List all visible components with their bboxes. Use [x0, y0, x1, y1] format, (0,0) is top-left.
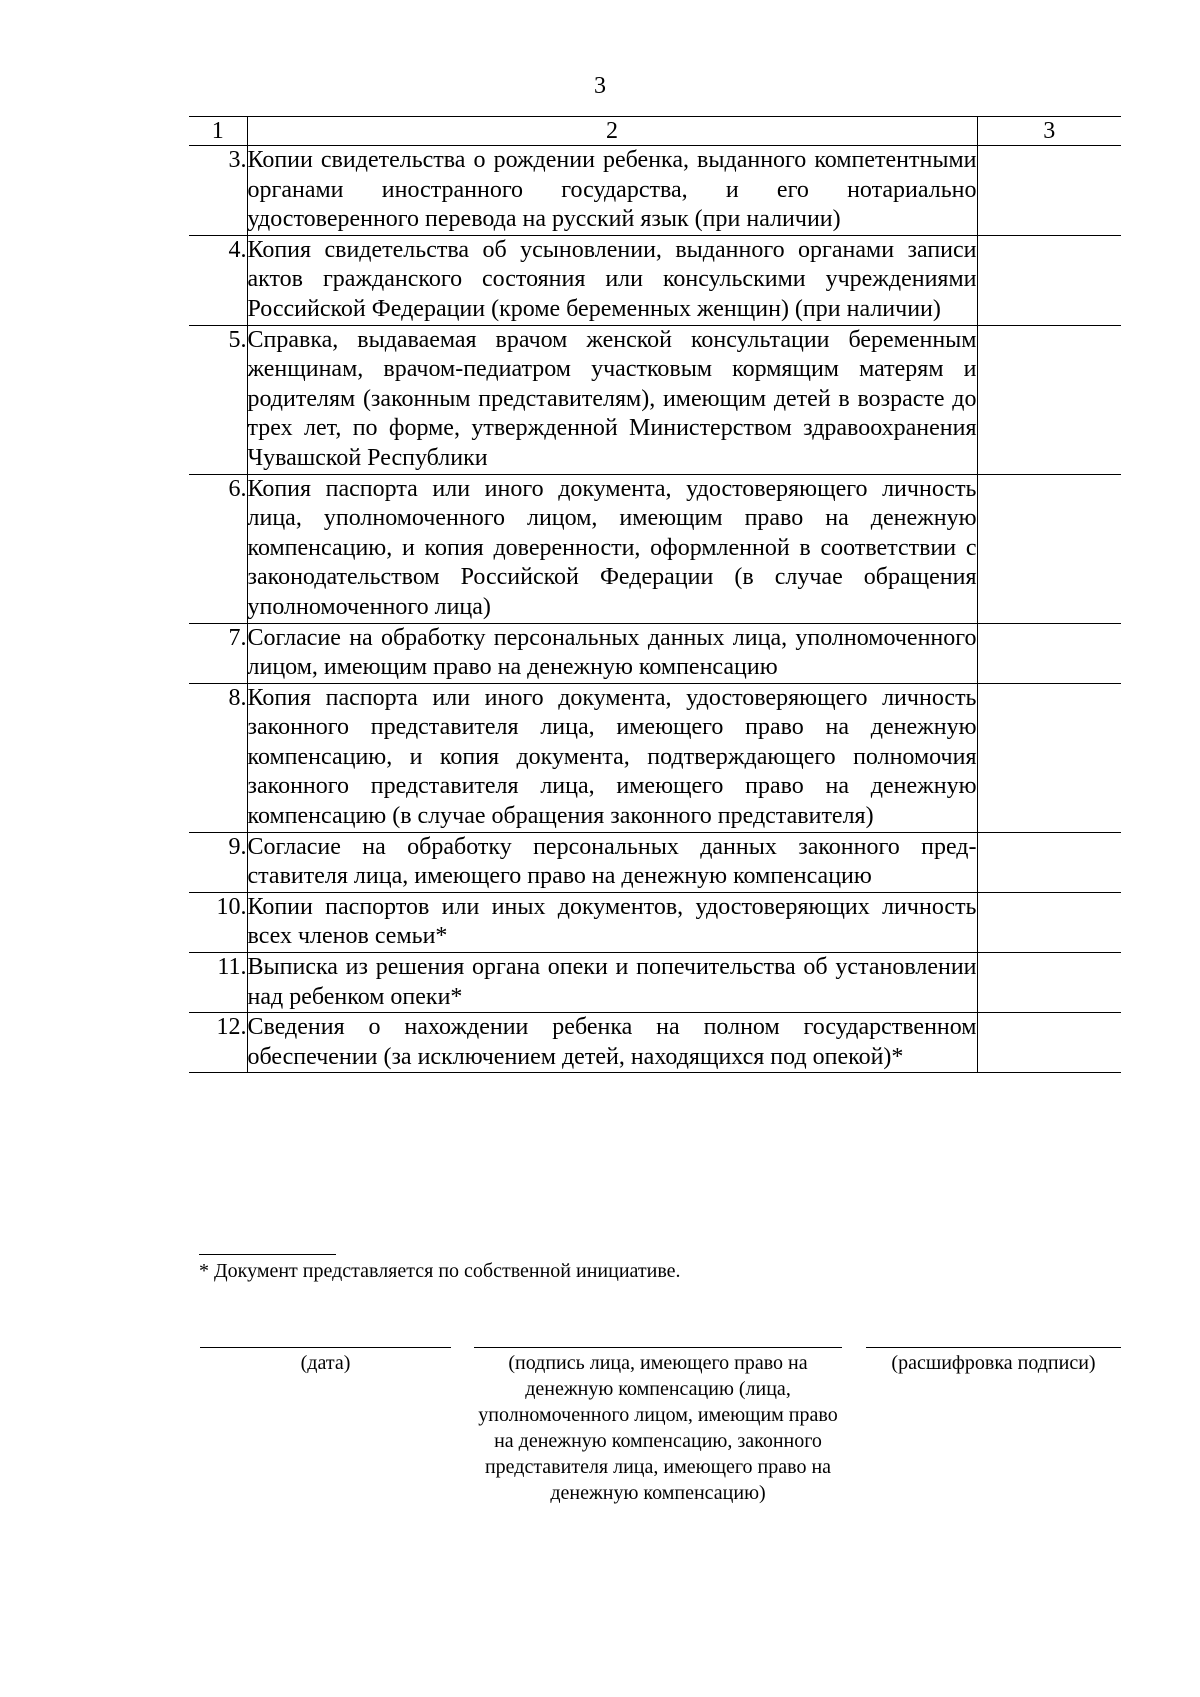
row-number: 9. — [189, 832, 247, 892]
row-col3 — [977, 953, 1121, 1013]
decode-label: (расшифровка подписи) — [891, 1352, 1096, 1374]
row-number: 6. — [189, 474, 247, 623]
row-number: 12. — [189, 1013, 247, 1073]
signature-line — [474, 1347, 842, 1348]
row-number: 5. — [189, 325, 247, 474]
row-col3 — [977, 474, 1121, 623]
table-row — [189, 953, 1121, 1013]
table-row — [189, 146, 1121, 236]
row-col3 — [977, 235, 1121, 325]
documents-table — [189, 116, 1121, 1073]
row-col3 — [977, 892, 1121, 952]
row-col3 — [977, 623, 1121, 683]
row-text: Копия свидетельства об усыновлении, выданного органами записи актов гражданского состояния или консульскими учреждениями Российской Федерации (кроме беременных женщин) (при наличии) — [247, 235, 977, 325]
row-col3 — [977, 832, 1121, 892]
row-text: Копии паспортов или иных документов, удостоверяющих личность всех членов семьи* — [247, 892, 977, 952]
table-row — [189, 325, 1121, 474]
header-col-2: 2 — [247, 117, 977, 146]
footnote-separator — [199, 1254, 336, 1255]
table-row — [189, 683, 1121, 832]
row-text: Копия паспорта или иного документа, удостоверяющего личность законного представителя лица, имеющего право на денежную компенсацию, и копия документа, подтверждающего полномочия законного представителя лица, имеющего право на денежную компенсацию (в случае обращения законного представителя) — [247, 683, 977, 832]
row-col3 — [977, 1013, 1121, 1073]
row-number: 11. — [189, 953, 247, 1013]
table-row — [189, 474, 1121, 623]
header-col-3: 3 — [977, 117, 1121, 146]
page-number: 3 — [594, 73, 606, 99]
header-col-1: 1 — [189, 117, 247, 146]
row-col3 — [977, 146, 1121, 236]
row-number: 4. — [189, 235, 247, 325]
row-col3 — [977, 683, 1121, 832]
row-number: 3. — [189, 146, 247, 236]
row-text: Согласие на обработку персональных данных лица, уполномоченного лицом, имеющим право на денежную компенсацию — [247, 623, 977, 683]
table-row — [189, 892, 1121, 952]
date-line — [200, 1347, 451, 1348]
footnote: * Документ представляется по собственной инициативе. — [199, 1260, 681, 1282]
table-row — [189, 832, 1121, 892]
row-text: Копии свидетельства о рождении ребенка, выданного компетентными органами иностранного государства, и его нотариально удостоверенного перевода на русский язык (при наличии) — [247, 146, 977, 236]
row-text: Копия паспорта или иного документа, удостоверяющего личность лица, уполномоченного лицом, имеющим право на денежную компенсацию, и копия доверенности, оформленной в соответствии с законодательством Российской Федерации (в случае обращения уполномоченного лица) — [247, 474, 977, 623]
row-number: 8. — [189, 683, 247, 832]
row-text: Выписка из решения органа опеки и попечительства об установлении над ребенком опеки* — [247, 953, 977, 1013]
row-number: 7. — [189, 623, 247, 683]
table-row — [189, 623, 1121, 683]
date-label: (дата) — [300, 1352, 351, 1374]
table-row — [189, 235, 1121, 325]
row-col3 — [977, 325, 1121, 474]
table-header-row — [189, 117, 1121, 146]
row-number: 10. — [189, 892, 247, 952]
row-text: Справка, выдаваемая врачом женской консультации беременным женщинам, врачом-педиатром участковым кормящим матерям и родителям (законным представителям), имеющим детей в возрасте до трех лет, по форме, утвержденной Министерством здравоохранения Чувашской Республики — [247, 325, 977, 474]
table-row — [189, 1013, 1121, 1073]
signature-label: (подпись лица, имеющего право на денежную компенсацию (лица, уполномоченного лицом, имеющим право на денежную компенсацию, законного представителя лица, имеющего право на денежную компенсацию) — [478, 1352, 838, 1504]
row-text: Согласие на обработку персональных данных законного представителя лица, имеющего право на денежную компенсацию — [247, 832, 977, 892]
decode-line — [866, 1347, 1121, 1348]
row-text: Сведения о нахождении ребенка на полном государственном обеспечении (за исключением детей, находящихся под опекой)* — [247, 1013, 977, 1073]
